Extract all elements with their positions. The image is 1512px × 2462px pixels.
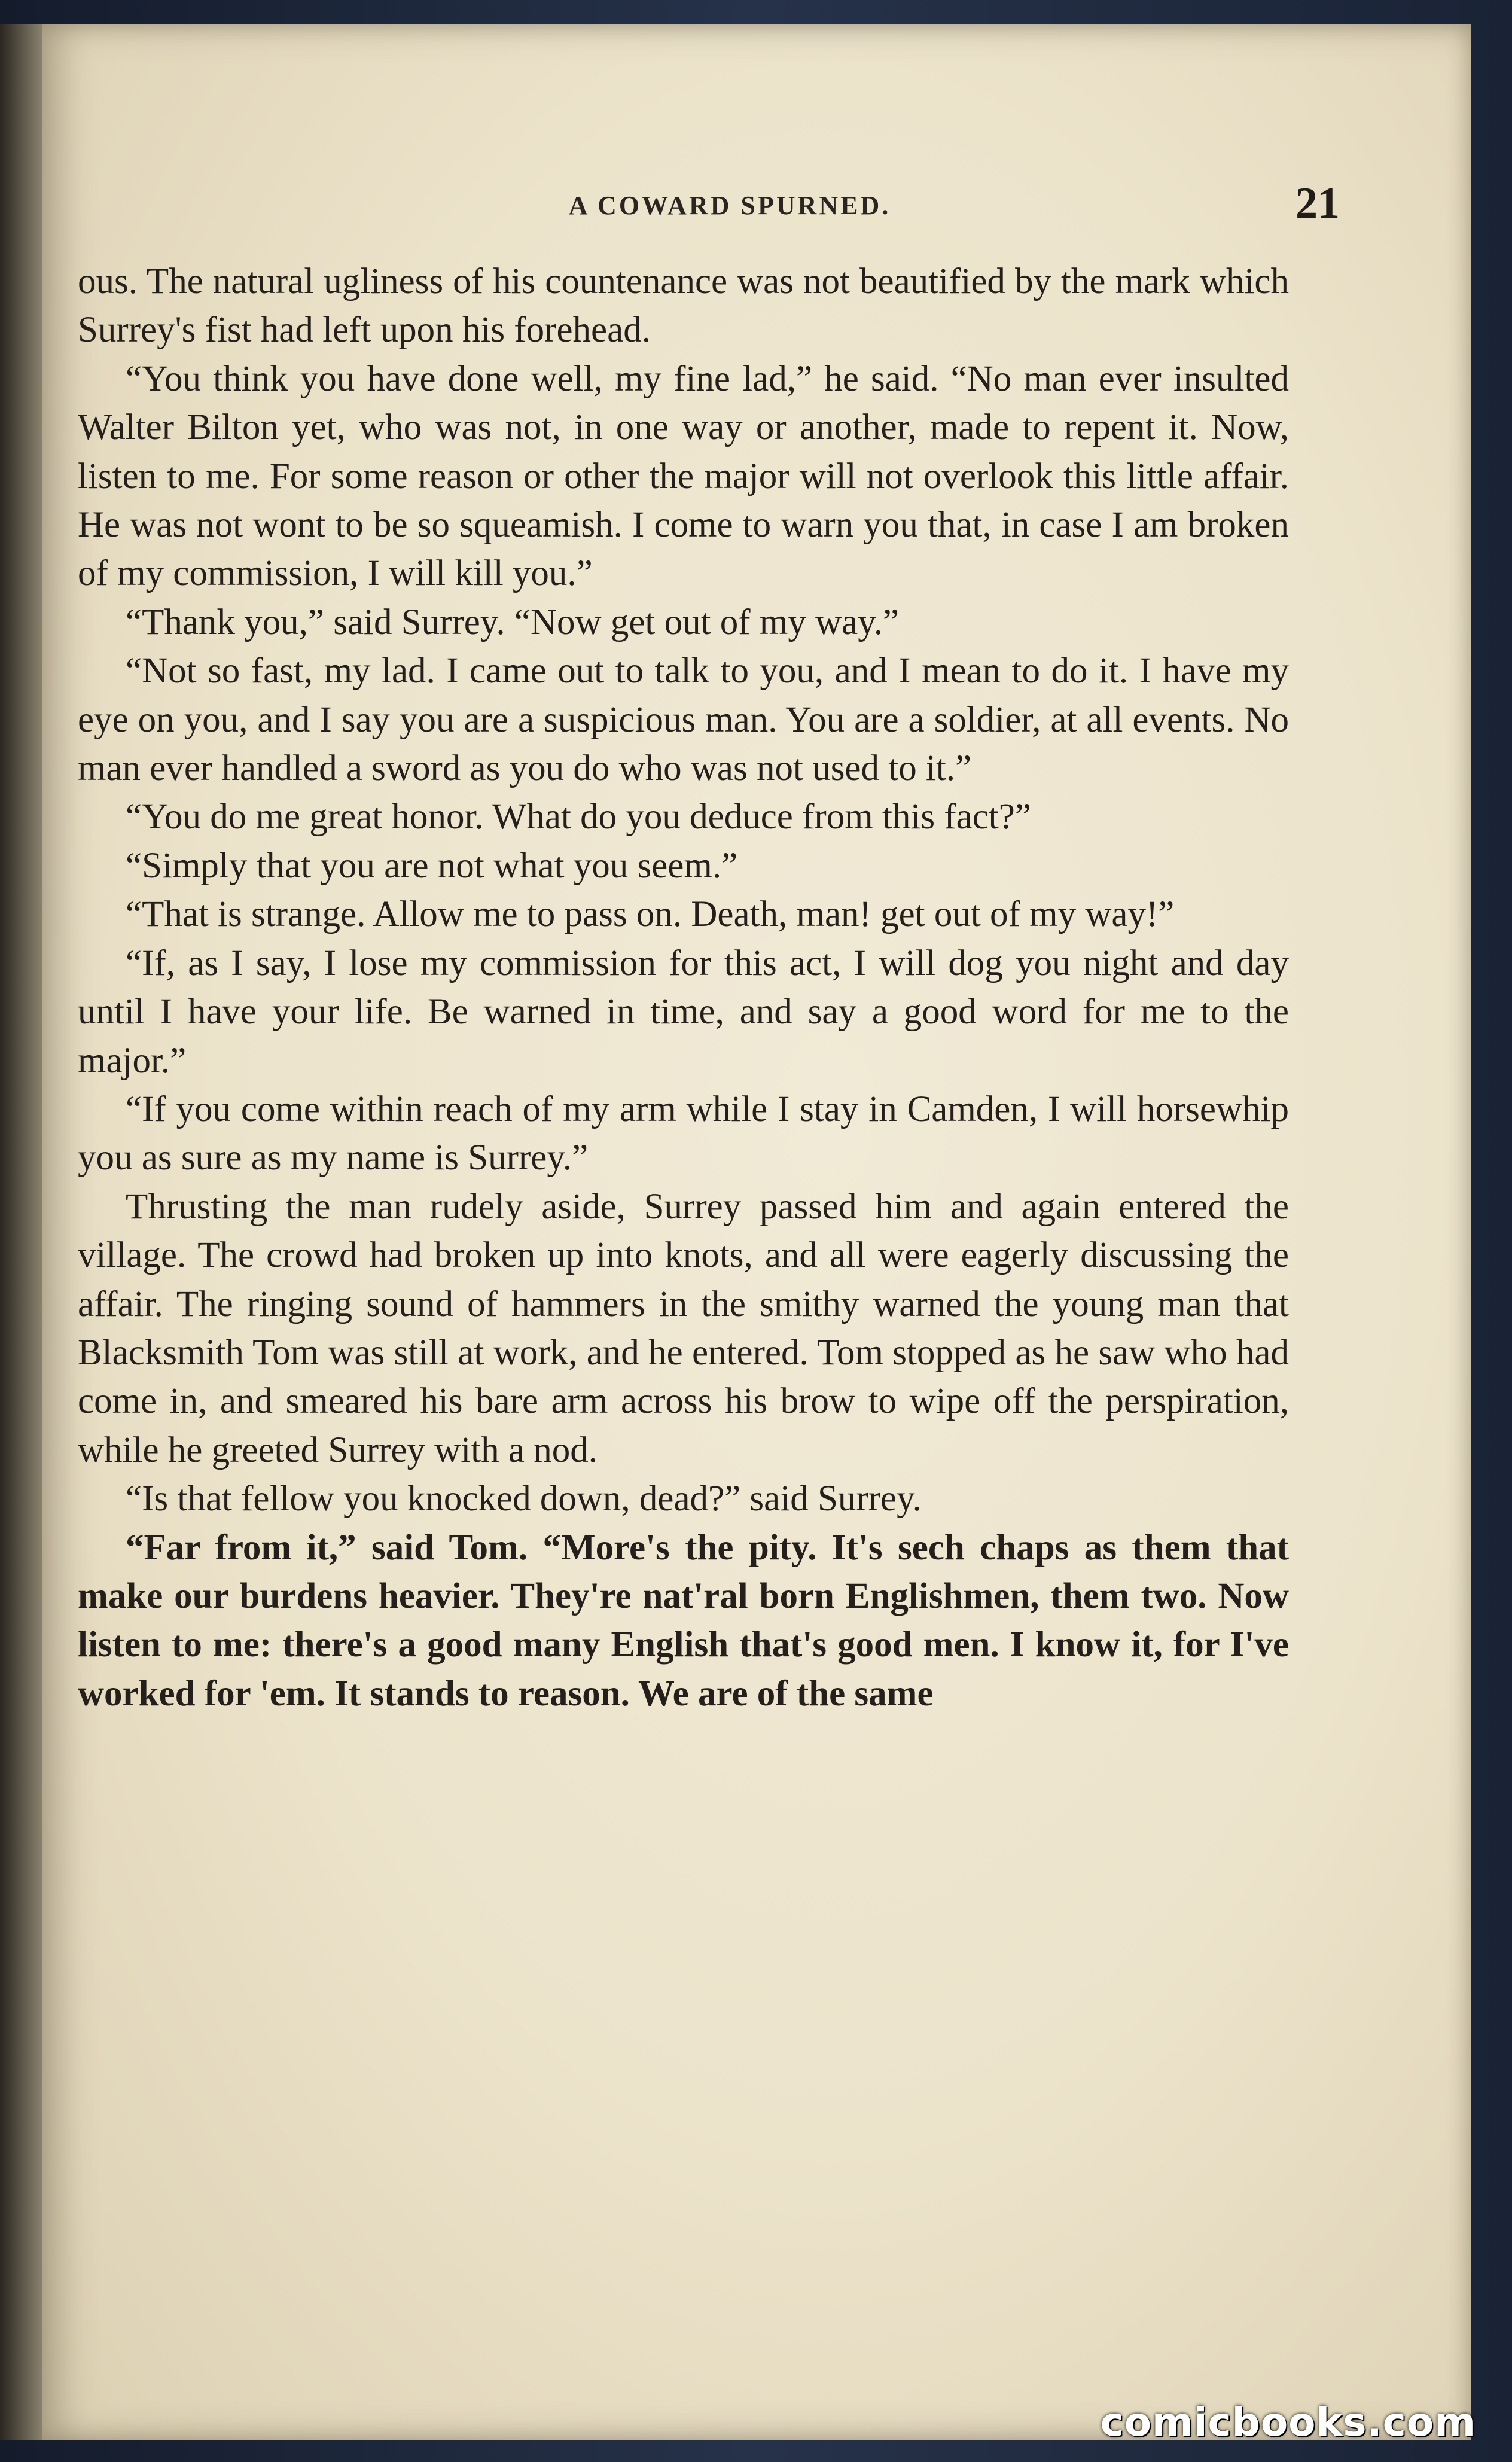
paragraph: “Not so fast, my lad. I came out to talk to you, and I mean to do it. I have my eye on you, and I say you are a suspicious man. You are a soldier, at all events. No man ever handled a sword as you do who was not used to it.” [78,651,1289,789]
paragraph: “That is strange. Allow me to pass on. Death, man! get out of my way!” [126,894,1175,935]
paragraph: “Is that fellow you knocked down, dead?” said Surrey. [126,1479,922,1519]
paragraph: “You do me great honor. What do you deduce from this fact?” [126,797,1031,837]
paragraph: “Simply that you are not what you seem.” [126,845,738,886]
paragraph: “Far from it,” said Tom. “More's the pity. It's sech chaps as them that make our burdens heavier. They're nat'ral born Englishmen, them two. Now listen to me: there's a good many English that's good men. I know it, for I've worked for 'em. It stands to reason. We are of the same [78,1527,1289,1714]
paragraph: “You think you have done well, my fine lad,” he said. “No man ever insulted Walter Bilton yet, who was not, in one way or another, made to repent it. Now, listen to me. For some reason or other the major will not overlook this little affair. He was not wont to be so squeamish. I come to warn you that, in case I am broken of my commission, I will kill you.” [78,358,1289,594]
paragraph: Thrusting the man rudely aside, Surrey passed him and again entered the village. The crowd had broken up into knots, and all were eagerly discussing the affair. The ringing sound of hammers in the smithy warned the young man that Blacksmith Tom was still at work, and he entered. Tom stopped as he saw who had come in, and smeared his bare arm across his brow to wipe off the perspiration, while he greeted Surrey with a nod. [78,1186,1289,1470]
page-number: 21 [1295,179,1340,228]
paragraph: “If you come within reach of my arm while I stay in Camden, I will horsewhip you as sure as my name is Surrey.” [78,1089,1289,1178]
site-watermark: comicbooks.com [1100,2399,1476,2445]
running-title: A COWARD SPURNED. [568,191,891,220]
body-text [78,257,1289,2243]
paragraph: ous. The natural ugliness of his countenance was not beautified by the mark which Surrey's fist had left upon his forehead. [78,261,1289,351]
paragraph: “If, as I say, I lose my commission for this act, I will dog you night and day until I have your life. Be warned in time, and say a good word for me to the major.” [78,943,1289,1081]
page-header [126,172,1340,228]
paragraph: “Thank you,” said Surrey. “Now get out of my way.” [126,602,900,642]
